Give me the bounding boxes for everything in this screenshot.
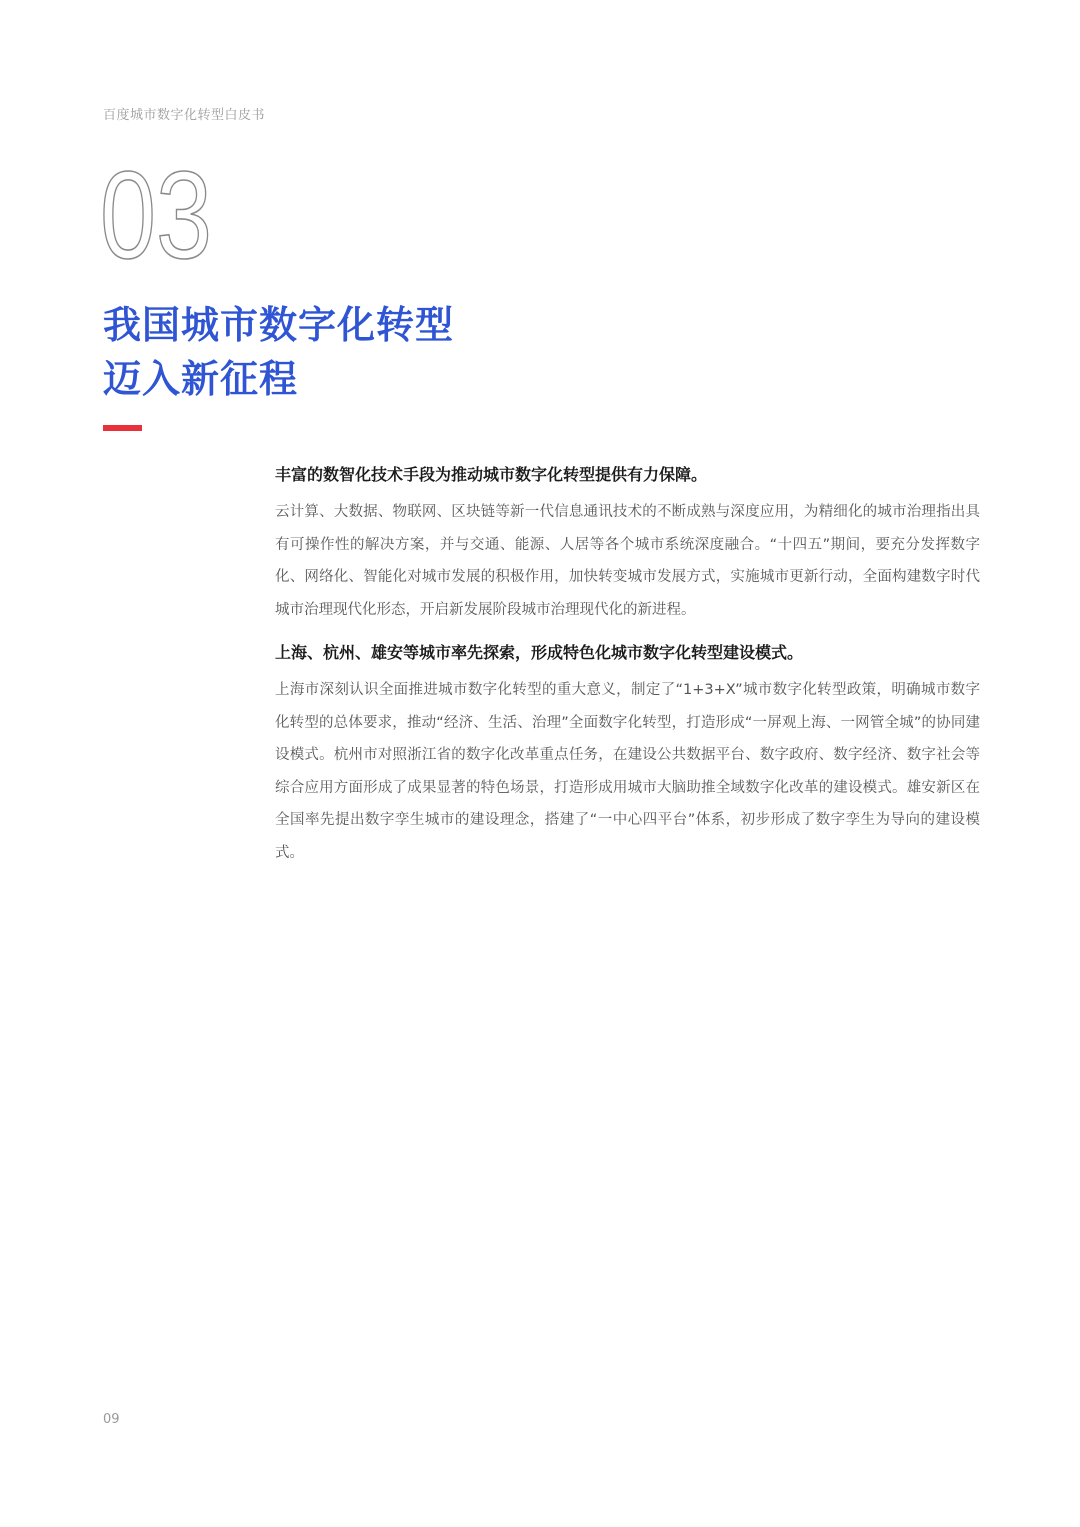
chapter-title-line-2: 迈入新征程 xyxy=(103,357,299,401)
chapter-number-text: 03 xyxy=(100,147,212,285)
accent-bar xyxy=(103,425,142,431)
running-header: 百度城市数字化转型白皮书 xyxy=(103,108,266,123)
section-tech-support xyxy=(275,458,980,626)
section-city-exploration xyxy=(275,636,980,869)
section-heading: 上海、杭州、雄安等城市率先探索，形成特色化城市数字化转型建设模式。 xyxy=(275,643,804,662)
section-paragraph: 上海市深刻认识全面推进城市数字化转型的重大意义，制定了“1+3+X”城市数字化转型政策，明确城市数字化转型的总体要求，推动“经济、生活、治理”全面数字化转型，打造形成“一屏观上海、一网管全城”的协同建设模式。杭州市对照浙江省的数字化改革重点任务，在建设公共数据平台、数字政府、数字经济、数字社会等综合应用方面形成了成果显著的特色场景，打造形成用城市大脑助推全域数字化改革的建设模式。雄安新区在全国率先提出数字孪生城市的建设理念，搭建了“一中心四平台”体系，初步形成了数字孪生为导向的建设模式。 xyxy=(275,682,980,861)
section-heading: 丰富的数智化技术手段为推动城市数字化转型提供有力保障。 xyxy=(275,465,708,484)
chapter-number xyxy=(100,147,220,285)
content-body xyxy=(275,458,980,879)
page-number: 09 xyxy=(103,1412,120,1427)
chapter-title xyxy=(103,298,454,406)
chapter-title-line-1: 我国城市数字化转型 xyxy=(103,303,455,347)
section-paragraph: 云计算、大数据、物联网、区块链等新一代信息通讯技术的不断成熟与深度应用，为精细化的城市治理指出具有可操作性的解决方案，并与交通、能源、人居等各个城市系统深度融合。“十四五”期间，要充分发挥数字化、网络化、智能化对城市发展的积极作用，加快转变城市发展方式，实施城市更新行动，全面构建数字时代城市治理现代化形态，开启新发展阶段城市治理现代化的新进程。 xyxy=(275,504,980,618)
